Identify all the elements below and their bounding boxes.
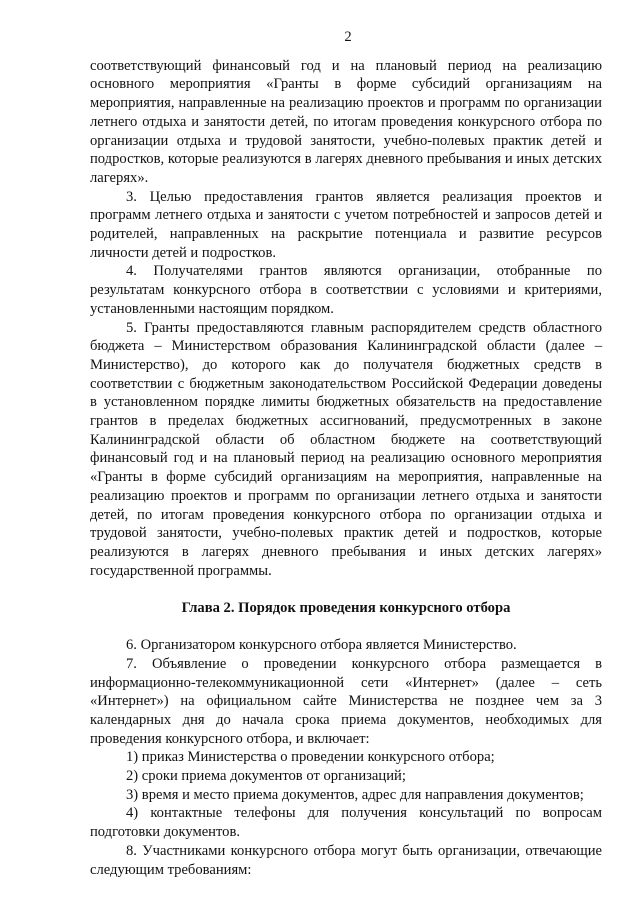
chapter-heading: Глава 2. Порядок проведения конкурсного отбора	[181, 600, 511, 617]
paragraph-item-5: 5. Гранты предоставляются главным распорядителем средств областного бюджета – Министерством образования Калининградской области (далее – Министерство), до которого как до получателя бюджетных средств в соответствии с бюджетным законодательством Российской Федерации доведены в установленном порядке лимиты бюджетных обязательств на предоставление грантов в пределах бюджетных ассигнований, предусмотренных в законе Калининградской области об областном бюджете на соответствующий финансовый год и на плановый период на реализацию основного мероприятия «Гранты в форме субсидий организациям на мероприятия, направленные на реализацию проектов и программ по организации летнего отдыха и занятости детей, по итогам проведения конкурсного отбора по организации отдыха и трудовой занятости, учебно-полевых практик детей и подростков, которые реализуются в лагерях дневного пребывания и иных детских лагерях» государственной программы.	[90, 319, 602, 579]
paragraph-item-7: 7. Объявление о проведении конкурсного отбора размещается в информационно-телекоммуникационной сети «Интернет» (далее – сеть «Интернет») на официальном сайте Министерства не позднее чем за 3 календарных дня до начала срока приема документов, необходимых для проведения конкурсного отбора, и включает:	[90, 655, 602, 747]
paragraph-item-4: 4. Получателями грантов являются организации, отобранные по результатам конкурсного отбора в соответствии с условиями и критериями, установленными настоящим порядком.	[90, 263, 602, 317]
list-item-2: 2) сроки приема документов от организаций;	[126, 768, 406, 785]
list-item-1: 1) приказ Министерства о проведении конкурсного отбора;	[126, 749, 495, 766]
paragraph-continuation: соответствующий финансовый год и на плановый период на реализацию основного мероприятия «Гранты в форме субсидий организациям на мероприятия, направленные на реализацию проектов и программ по организации летнего отдыха и занятости детей, по итогам проведения конкурсного отбора по организации отдыха и трудовой занятости, учебно-полевых практик детей и подростков, которые реализуются в лагерях дневного пребывания и иных детских лагерях».	[90, 57, 602, 186]
list-item-4: 4) контактные телефоны для получения консультаций по вопросам подготовки документов.	[90, 805, 602, 841]
list-item-3: 3) время и место приема документов, адрес для направления документов;	[126, 786, 584, 803]
paragraph-item-6: 6. Организатором конкурсного отбора является Министерство.	[126, 637, 517, 654]
page-number: 2	[344, 29, 352, 45]
paragraph-item-3: 3. Целью предоставления грантов является реализация проектов и программ летнего отдыха и занятости с учетом потребностей и запросов детей и родителей, направленных на раскрытие потенциала и развитие ресурсов личности детей и подростков.	[90, 188, 602, 261]
paragraph-item-8: 8. Участниками конкурсного отбора могут быть организации, отвечающие следующим требованиям:	[90, 842, 602, 878]
